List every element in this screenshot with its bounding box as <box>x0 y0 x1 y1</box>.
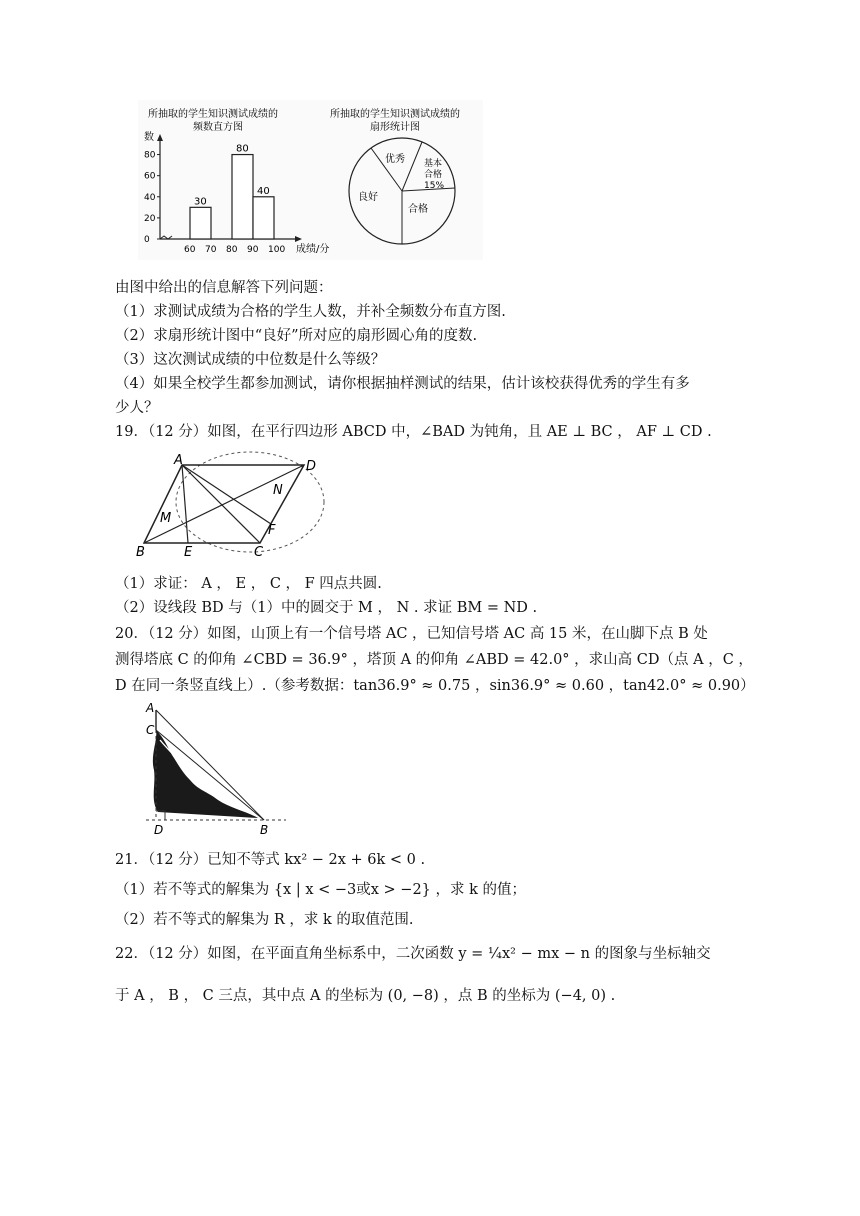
hist-bar-value-label: 30 <box>194 196 207 208</box>
q18-part2: （2）求扇形统计图中“良好”所对应的扇形圆心角的度数. <box>115 328 478 344</box>
label-A: A <box>146 701 155 715</box>
right-angle-mark <box>156 811 165 820</box>
hist-x-tick-label: 100 <box>268 245 286 255</box>
hist-bar-value-label: 40 <box>257 185 270 197</box>
hist-y-tick-label: 60 <box>144 171 156 182</box>
label-F: F <box>268 523 276 538</box>
hist-bar-80-90 <box>232 155 253 239</box>
hist-bar-value-label: 80 <box>236 143 249 155</box>
pie-title-line1: 所抽取的学生知识测试成绩的 <box>330 109 460 120</box>
hist-title-line2: 频数直方图 <box>193 122 243 133</box>
hist-bar-60-70 <box>190 207 211 239</box>
q19-stem: 19．（12 分）如图，在平行四边形 ABCD 中，∠BAD 为钝角，且 AE ⊥ BC ， AF ⊥ CD . <box>115 424 712 440</box>
hist-x-tick-label: 60 <box>184 245 196 255</box>
q21-stem: 21．（12 分）已知不等式 kx² − 2x + 6k < 0 . <box>115 852 426 868</box>
label-B: B <box>260 823 269 836</box>
pie-label-youxiu: 优秀 <box>385 154 405 165</box>
mountain-figure-svg <box>138 700 288 836</box>
hist-y-label: 数 <box>144 132 154 143</box>
mountain-silhouette <box>153 730 258 818</box>
pie-label-hege: 合格 <box>408 204 428 215</box>
hist-x-tick-label: 80 <box>226 245 238 255</box>
q20-line1: 20．（12 分）如图，山顶上有一个信号塔 AC ，已知信号塔 AC 高 15 米，在山脚下点 B 处 <box>115 626 708 642</box>
hist-y-tick-label: 40 <box>144 192 156 203</box>
label-M: M <box>160 511 172 526</box>
pie-divider-2 <box>402 142 422 191</box>
segment-af <box>182 465 271 524</box>
pie-label-lianghao: 良好 <box>358 192 378 203</box>
hist-x-tick-label: 90 <box>247 245 259 255</box>
hist-title-line1: 所抽取的学生知识测试成绩的 <box>148 109 278 120</box>
hist-bar-90-100 <box>253 197 274 239</box>
label-D: D <box>306 459 317 474</box>
hist-y-tick-label: 0 <box>144 235 150 245</box>
hist-x-arrow <box>295 236 302 242</box>
q21-part2: （2）若不等式的解集为 R ，求 k 的取值范围. <box>115 912 414 928</box>
parallelogram-figure-svg <box>132 450 332 562</box>
hist-x-ticks <box>184 245 285 255</box>
hist-y-ticks <box>144 151 160 245</box>
pie-label-jiben-1: 基本 <box>424 159 443 169</box>
dashed-circle <box>176 452 324 552</box>
q20-line2: 测得塔底 C 的仰角 ∠CBD = 36.9° ，塔顶 A 的仰角 ∠ABD = 42.0° ，求山高 CD（点 A ，C ， <box>115 652 753 668</box>
q19-part2: （2）设线段 BD 与（1）中的圆交于 M ， N . 求证 BM = ND . <box>115 600 538 616</box>
q18-part4b: 少人？ <box>115 400 159 416</box>
segment-ae <box>182 465 188 543</box>
pie-title-line2: 扇形统计图 <box>370 122 420 133</box>
hist-y-tick-label: 20 <box>144 213 156 224</box>
label-D: D <box>154 823 164 836</box>
hist-x-label: 成绩/分 <box>296 244 330 255</box>
q22-line2: 于 A ， B ， C 三点，其中点 A 的坐标为 (0, −8) ，点 B 的坐标为 (−4, 0) . <box>115 988 616 1004</box>
hist-y-tick-label: 80 <box>144 150 156 161</box>
label-C: C <box>146 723 155 737</box>
label-B: B <box>136 545 145 560</box>
hist-bars <box>190 144 274 239</box>
pie-label-jiben-2: 合格 <box>424 170 443 180</box>
q21-part1: （1）若不等式的解集为 {x | x < −3或x > −2} ，求 k 的值； <box>115 882 527 898</box>
q22-line1: 22．（12 分）如图，在平面直角坐标系中，二次函数 y = ¼x² − mx − n 的图象与坐标轴交 <box>115 946 711 962</box>
q18-part1: （1）求测试成绩为合格的学生人数，并补全频数分布直方图. <box>115 304 506 320</box>
q19-figure <box>132 450 332 562</box>
label-C: C <box>254 545 264 560</box>
q18-intro: 由图中给出的信息解答下列问题： <box>115 280 333 296</box>
hist-y-arrow <box>157 134 163 141</box>
label-N: N <box>273 483 283 498</box>
diagonal-bd <box>144 465 304 543</box>
label-A: A <box>174 453 183 468</box>
pie-label-jiben-3: 15% <box>424 181 445 191</box>
statistics-figure <box>138 100 483 260</box>
q18-part4a: （4）如果全校学生都参加测试，请你根据抽样测试的结果，估计该校获得优秀的学生有多 <box>115 376 690 392</box>
q19-part1: （1）求证： A ， E ， C ， F 四点共圆. <box>115 576 382 592</box>
diagonal-ac <box>182 465 260 543</box>
statistics-figure-svg <box>138 100 483 260</box>
q20-figure <box>138 700 288 836</box>
q18-part3: （3）这次测试成绩的中位数是什么等级？ <box>115 352 386 368</box>
hist-x-tick-label: 70 <box>205 245 217 255</box>
label-E: E <box>184 545 193 560</box>
q20-line3: D 在同一条竖直线上）.（参考数据：tan36.9° ≈ 0.75 ，sin36.9° ≈ 0.60 ，tan42.0° ≈ 0.90） <box>115 678 755 694</box>
